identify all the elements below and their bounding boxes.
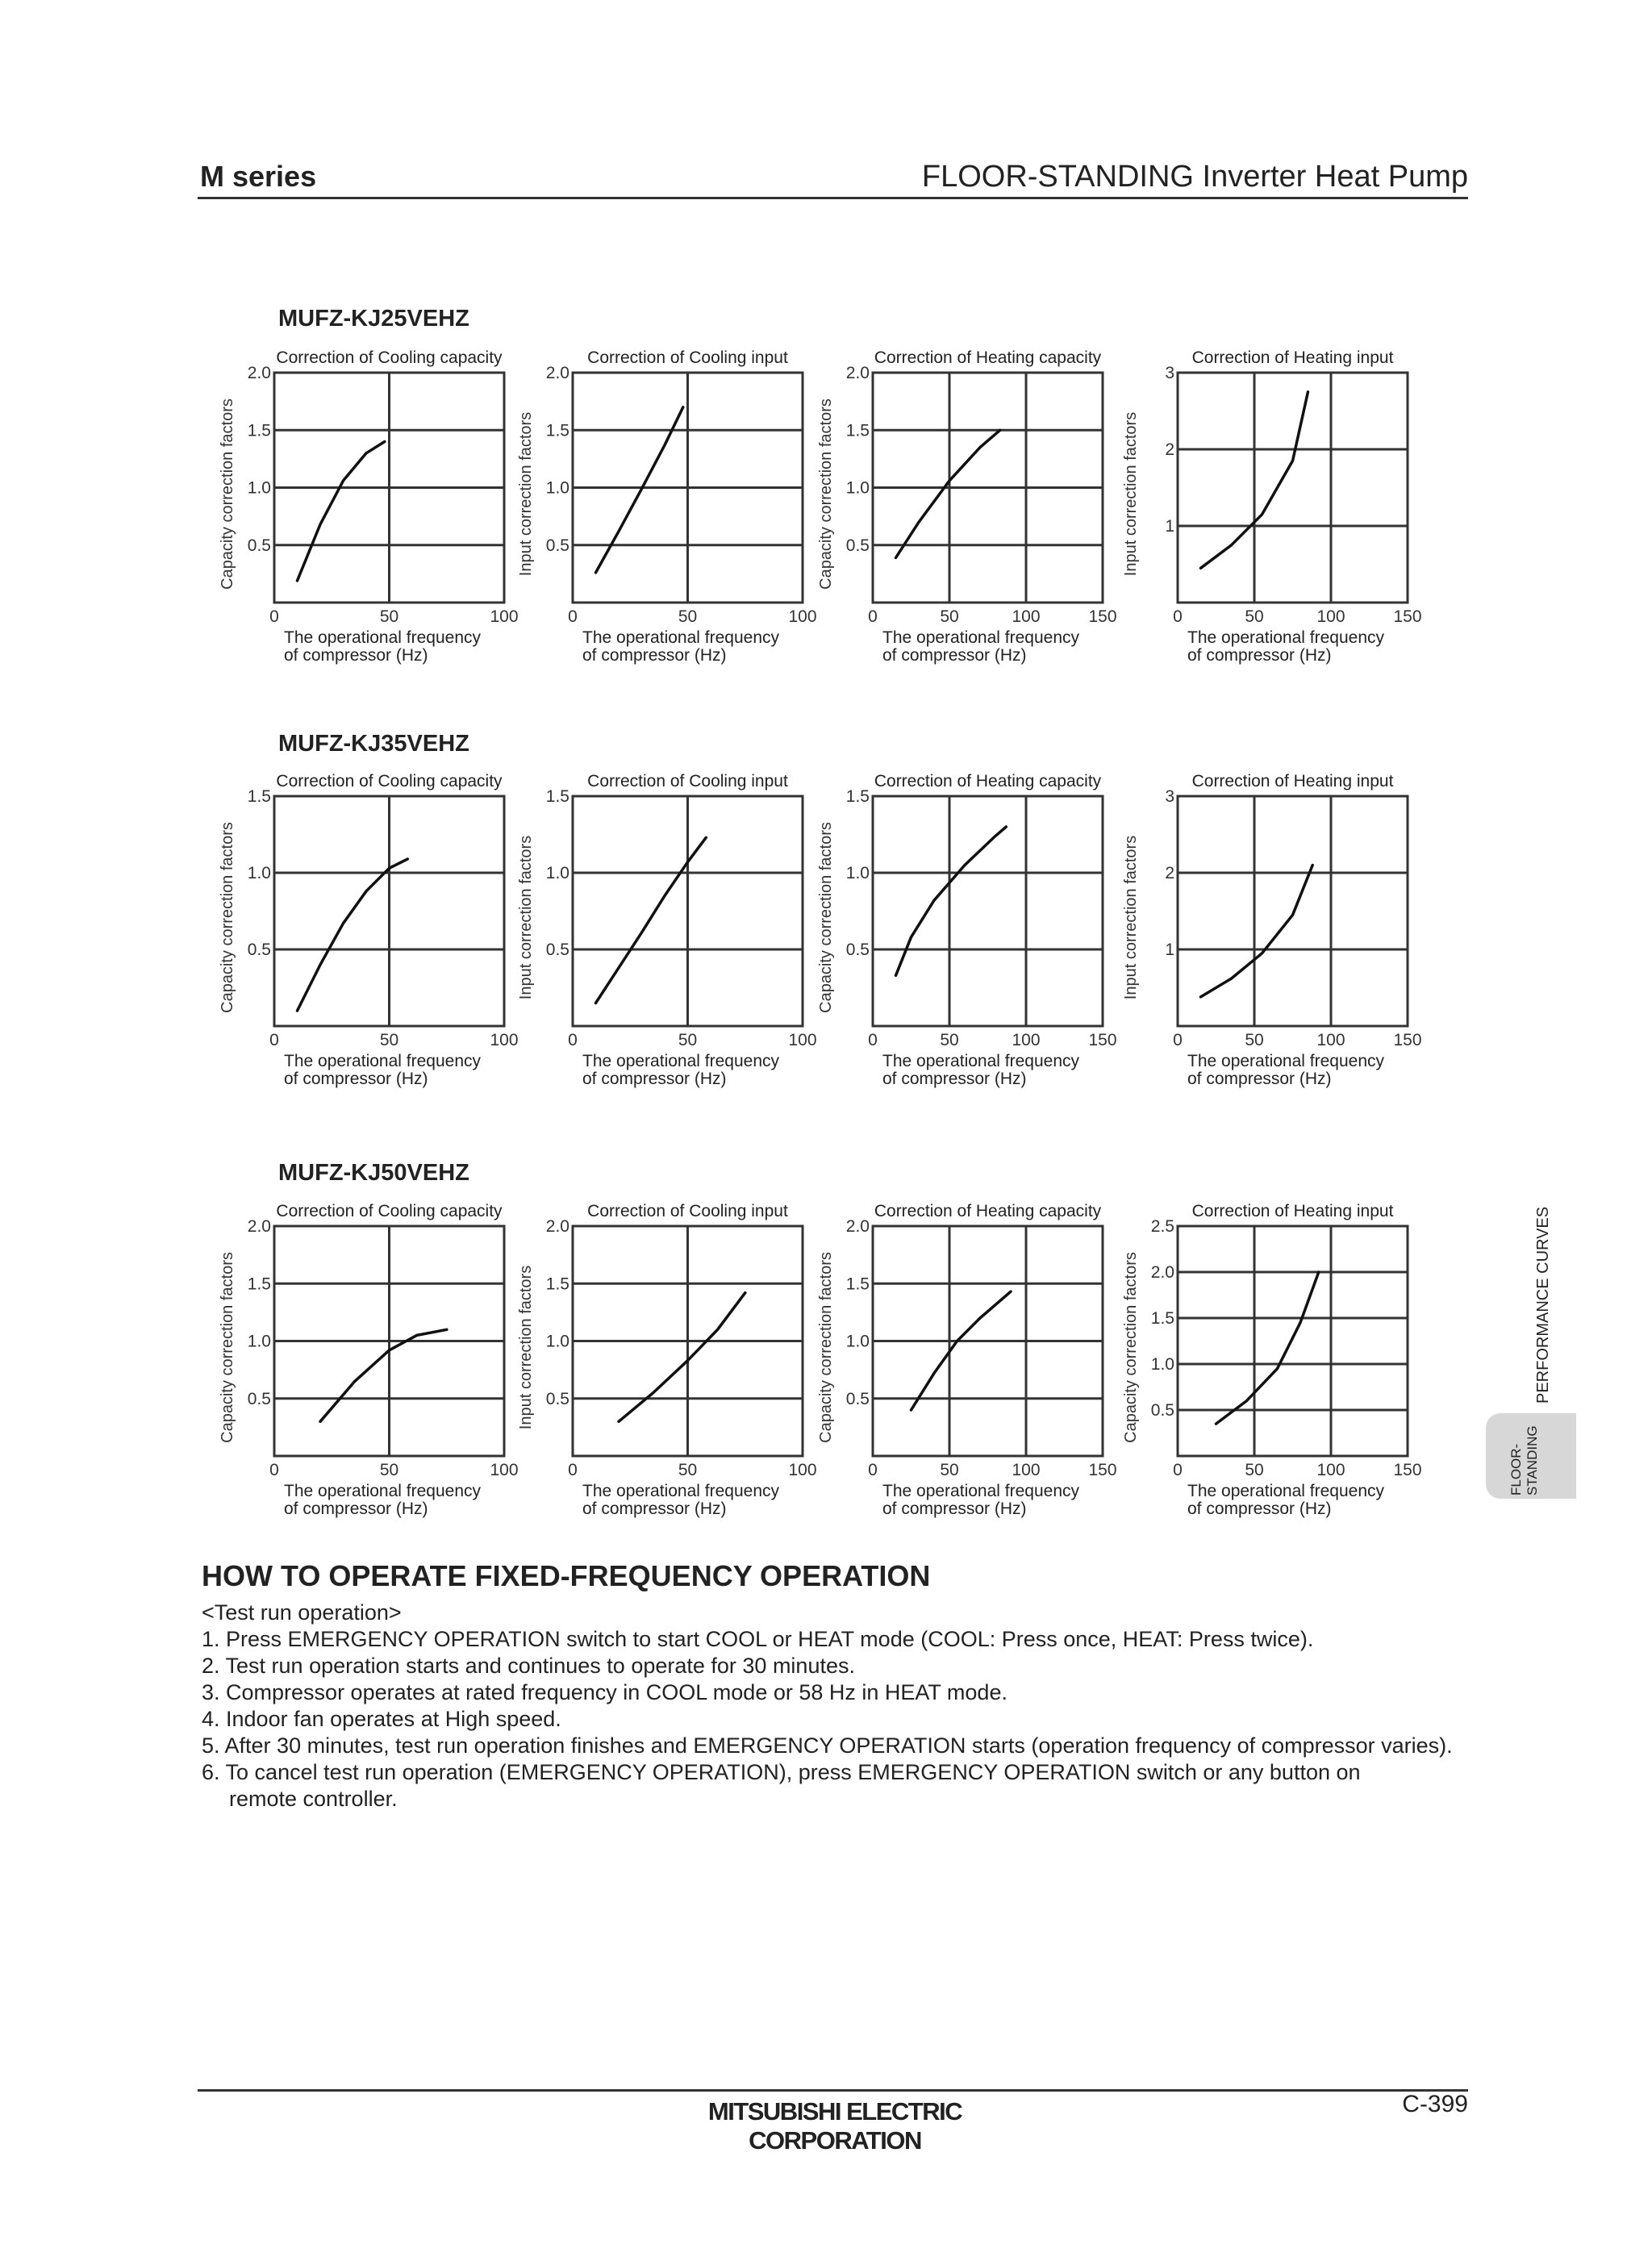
y-tick-label: 1.0 [545,864,569,882]
x-tick-label: 100 [490,1031,519,1049]
y-axis-label: Input correction factors [517,411,535,577]
x-tick-label: 0 [868,1031,878,1049]
chart-svg [816,1192,1123,1531]
y-tick-label: 1.5 [545,421,569,440]
x-tick-label: 100 [1316,1461,1345,1479]
x-tick-label: 150 [1088,1031,1117,1049]
chart-title: Correction of Cooling capacity [276,772,503,791]
x-tick-label: 50 [940,1461,959,1479]
y-tick-label: 0.5 [845,536,870,555]
x-axis-label: The operational frequency [1187,1482,1384,1500]
x-tick-label: 100 [788,1031,817,1049]
x-tick-label: 150 [1088,1461,1117,1479]
x-axis-label: The operational frequency [582,1482,779,1500]
model-title-kj25: MUFZ-KJ25VEHZ [278,306,469,332]
chart-kj35-heating-capacity [816,762,1123,1105]
y-tick-label: 1.0 [247,864,271,882]
x-axis-label: The operational frequency [284,628,481,647]
series-line [298,442,385,581]
y-tick-label: 1.0 [545,1332,569,1351]
chart-title: Correction of Cooling input [587,772,788,791]
chart-title: Correction of Heating input [1191,348,1394,367]
x-tick-label: 100 [788,607,817,626]
x-axis-label: The operational frequency [284,1482,481,1500]
instructions [202,1600,1476,1813]
x-tick-label: 0 [269,1461,279,1479]
y-tick-label: 3 [1165,364,1174,382]
y-tick-label: 2.0 [545,1217,569,1236]
chart-kj35-cooling-capacity [218,762,524,1105]
x-axis-label: of compressor (Hz) [582,1070,727,1088]
x-tick-label: 0 [269,1031,279,1049]
y-tick-label: 3 [1165,787,1174,806]
series-line [619,1293,745,1422]
chart-svg [816,762,1123,1101]
x-tick-label: 100 [1012,1461,1041,1479]
instruction-line: 6. To cancel test run operation (EMERGENCY OPERATION), press EMERGENCY OPERATION switch or any button on [202,1760,1361,1784]
instruction-line: 3. Compressor operates at rated frequency in COOL mode or 58 Hz in HEAT mode. [202,1680,1007,1704]
x-axis-label: of compressor (Hz) [284,1070,428,1088]
x-tick-label: 0 [568,1031,578,1049]
chart-svg [1121,339,1428,678]
y-axis-label: Capacity correction factors [1122,1252,1140,1443]
series-line [1201,866,1313,997]
x-tick-label: 150 [1393,1031,1422,1049]
x-tick-label: 50 [379,607,399,626]
x-axis-label: of compressor (Hz) [284,646,428,665]
y-tick-label: 0.5 [247,536,271,555]
x-tick-label: 50 [1245,1461,1264,1479]
x-axis-label: The operational frequency [1187,1052,1384,1070]
y-axis-label: Input correction factors [517,1265,535,1430]
instruction-line: <Test run operation> [202,1600,402,1625]
y-tick-label: 0.5 [545,536,569,555]
y-tick-label: 2.0 [545,364,569,382]
chart-title: Correction of Heating capacity [874,772,1102,791]
y-tick-label: 2 [1165,864,1174,882]
y-axis-label: Capacity correction factors [817,1252,835,1443]
instruction-line: 5. After 30 minutes, test run operation finishes and EMERGENCY OPERATION starts (operation frequency of compressor varies). [202,1733,1453,1758]
x-axis-label: of compressor (Hz) [284,1500,428,1518]
y-tick-label: 2.5 [1150,1217,1174,1236]
chart-svg [816,339,1123,678]
chart-title: Correction of Heating input [1191,1202,1394,1220]
y-tick-label: 1.0 [545,478,569,498]
x-tick-label: 50 [1245,1031,1264,1049]
x-tick-label: 100 [1316,1031,1345,1049]
footer-corporation: MITSUBISHI ELECTRIC CORPORATION [707,2097,962,2155]
y-axis-label: Input correction factors [517,835,535,1000]
y-tick-label: 1.5 [1150,1309,1174,1328]
x-tick-label: 50 [940,607,959,626]
y-tick-label: 0.5 [545,1389,569,1408]
chart-kj25-heating-input [1121,339,1428,682]
y-tick-label: 1 [1165,941,1174,959]
chart-title: Correction of Heating capacity [874,348,1102,367]
x-tick-label: 100 [490,1461,519,1479]
chart-svg [516,339,823,678]
series-line [1216,1272,1319,1424]
y-tick-label: 1.5 [545,1274,569,1294]
y-tick-label: 0.5 [545,941,569,959]
y-axis-label: Capacity correction factors [219,822,236,1013]
series-line [320,1329,447,1421]
chart-svg [516,762,823,1101]
x-axis-label: of compressor (Hz) [882,646,1027,665]
plot-frame [1178,373,1408,603]
y-tick-label: 1.5 [247,421,271,440]
y-tick-label: 0.5 [845,1389,870,1408]
page-number: C-399 [1402,2091,1468,2117]
y-tick-label: 1.0 [247,1332,271,1351]
x-axis-label: The operational frequency [582,628,779,647]
x-tick-label: 50 [940,1031,959,1049]
y-tick-label: 2.0 [247,364,271,382]
chart-kj50-cooling-capacity [218,1192,524,1535]
x-axis-label: The operational frequency [882,1482,1079,1500]
chart-kj25-cooling-input [516,339,823,682]
chart-title: Correction of Cooling input [587,1202,788,1220]
x-axis-label: The operational frequency [284,1052,481,1070]
x-axis-label: of compressor (Hz) [582,1500,727,1518]
header-rule [198,197,1468,199]
y-tick-label: 0.5 [247,1389,271,1408]
x-axis-label: of compressor (Hz) [882,1070,1027,1088]
instruction-line: remote controller. [229,1787,398,1811]
x-tick-label: 50 [1245,607,1264,626]
x-axis-label: The operational frequency [882,628,1079,647]
header-product: FLOOR-STANDING Inverter Heat Pump [921,160,1468,194]
side-tab-line1: FLOOR- [1508,1443,1524,1496]
chart-svg [516,1192,823,1531]
y-tick-label: 1.5 [845,787,870,806]
y-axis-label: Capacity correction factors [817,822,835,1013]
y-axis-label: Capacity correction factors [219,398,236,590]
y-tick-label: 2.0 [845,1217,870,1236]
instruction-line: 1. Press EMERGENCY OPERATION switch to start COOL or HEAT mode (COOL: Press once, HEAT: Press twice). [202,1627,1314,1651]
chart-kj50-heating-capacity [816,1192,1123,1535]
x-tick-label: 100 [1316,607,1345,626]
footer-rule [198,2089,1468,2092]
y-tick-label: 0.5 [247,941,271,959]
y-tick-label: 1.5 [247,1274,271,1294]
x-tick-label: 0 [568,1461,578,1479]
x-axis-label: of compressor (Hz) [582,646,727,665]
section-title: HOW TO OPERATE FIXED-FREQUENCY OPERATION [202,1559,931,1592]
y-axis-label: Input correction factors [1122,411,1140,577]
y-tick-label: 1.0 [845,1332,870,1351]
series-line [912,1291,1012,1410]
chart-kj50-cooling-input [516,1192,823,1535]
x-axis-label: of compressor (Hz) [1187,646,1332,665]
series-line [896,430,1000,557]
chart-kj35-cooling-input [516,762,823,1105]
chart-svg [218,339,524,678]
x-tick-label: 100 [788,1461,817,1479]
chart-svg [218,762,524,1101]
x-tick-label: 50 [678,607,698,626]
series-line [596,407,683,573]
chart-title: Correction of Cooling capacity [276,1202,503,1220]
series-line [298,859,408,1011]
x-tick-label: 0 [1173,1031,1183,1049]
x-tick-label: 50 [678,1031,698,1049]
x-tick-label: 0 [1173,1461,1183,1479]
y-tick-label: 2.0 [247,1217,271,1236]
y-tick-label: 1.0 [1150,1355,1174,1374]
chart-title: Correction of Heating capacity [874,1202,1102,1220]
chart-title: Correction of Heating input [1191,772,1394,791]
x-tick-label: 150 [1088,607,1117,626]
x-tick-label: 150 [1393,1461,1422,1479]
y-tick-label: 2.0 [845,364,870,382]
series-line [596,837,707,1003]
x-tick-label: 0 [269,607,279,626]
side-tab-category: PERFORMANCE CURVES [1534,1206,1552,1404]
chart-kj25-cooling-capacity [218,339,524,682]
y-tick-label: 2 [1165,440,1174,459]
x-axis-label: of compressor (Hz) [1187,1070,1332,1088]
chart-svg [1121,1192,1428,1531]
y-tick-label: 0.5 [845,941,870,959]
y-tick-label: 1.5 [845,1274,870,1294]
y-tick-label: 0.5 [1150,1401,1174,1420]
y-tick-label: 1.5 [247,787,271,806]
model-title-kj35: MUFZ-KJ35VEHZ [278,731,469,757]
series-line [896,827,1007,975]
chart-title: Correction of Cooling capacity [276,348,503,367]
instruction-line: 4. Indoor fan operates at High speed. [202,1707,561,1731]
y-tick-label: 1.0 [247,478,271,498]
y-tick-label: 1.0 [845,864,870,882]
y-axis-label: Capacity correction factors [817,398,835,590]
y-tick-label: 1.0 [845,478,870,498]
y-tick-label: 1 [1165,517,1174,536]
x-axis-label: The operational frequency [582,1052,779,1070]
x-axis-label: of compressor (Hz) [1187,1500,1332,1518]
y-tick-label: 2.0 [1150,1263,1174,1282]
x-tick-label: 50 [379,1031,399,1049]
x-tick-label: 0 [868,607,878,626]
x-tick-label: 100 [1012,1031,1041,1049]
chart-title: Correction of Cooling input [587,348,788,367]
y-axis-label: Input correction factors [1122,835,1140,1000]
instruction-line: 2. Test run operation starts and continues to operate for 30 minutes. [202,1654,855,1678]
plot-frame [873,796,1103,1026]
y-tick-label: 1.5 [845,421,870,440]
x-tick-label: 0 [568,607,578,626]
model-title-kj50: MUFZ-KJ50VEHZ [278,1160,469,1186]
x-tick-label: 0 [868,1461,878,1479]
chart-svg [218,1192,524,1531]
header-series: M series [200,160,317,193]
x-tick-label: 150 [1393,607,1422,626]
side-tab-line2: STANDING [1525,1425,1540,1496]
chart-kj50-heating-input [1121,1192,1428,1535]
x-axis-label: The operational frequency [882,1052,1079,1070]
x-tick-label: 100 [490,607,519,626]
side-tab-label [1508,1425,1541,1496]
chart-kj35-heating-input [1121,762,1428,1105]
y-axis-label: Capacity correction factors [219,1252,236,1443]
chart-svg [1121,762,1428,1101]
x-tick-label: 100 [1012,607,1041,626]
x-axis-label: The operational frequency [1187,628,1384,647]
chart-kj25-heating-capacity [816,339,1123,682]
x-tick-label: 50 [678,1461,698,1479]
x-tick-label: 0 [1173,607,1183,626]
x-tick-label: 50 [379,1461,399,1479]
x-axis-label: of compressor (Hz) [882,1500,1027,1518]
y-tick-label: 1.5 [545,787,569,806]
